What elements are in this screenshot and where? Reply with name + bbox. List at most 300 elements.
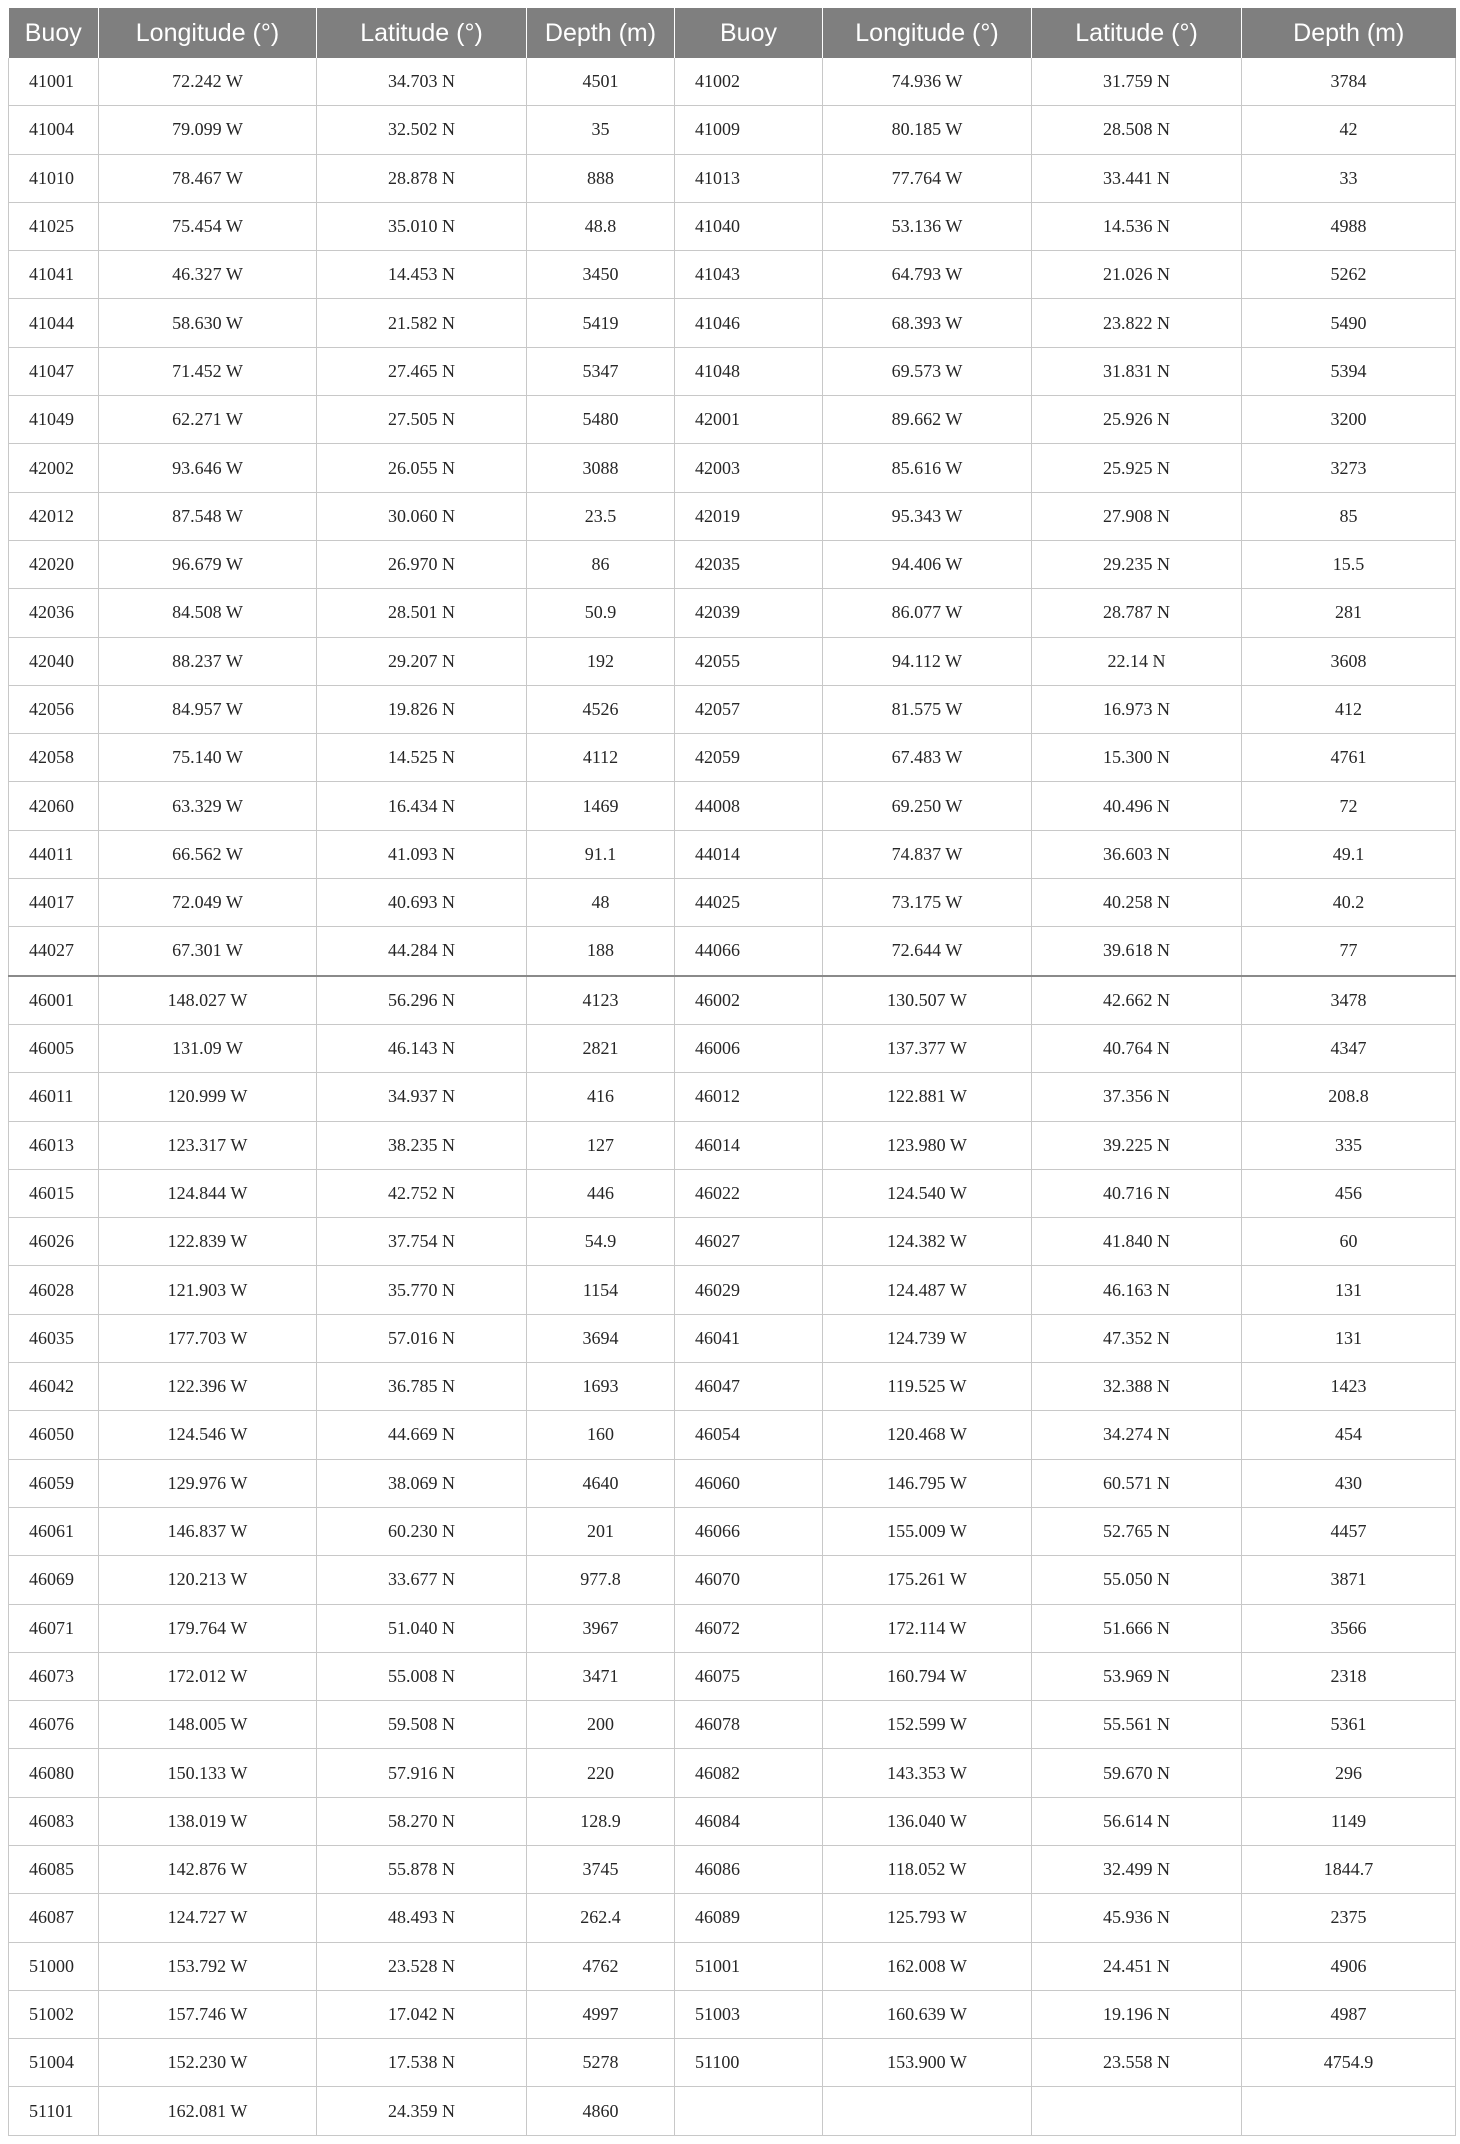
table-row [9,251,1456,299]
longitude-cell: 175.261 W [823,1556,1032,1604]
buoy-id-cell: 46002 [675,976,823,1025]
longitude-cell: 88.237 W [99,637,317,685]
latitude-cell: 38.235 N [317,1121,527,1169]
longitude-cell: 131.09 W [99,1024,317,1072]
depth-cell: 3450 [527,251,675,299]
latitude-cell: 42.662 N [1032,976,1242,1025]
depth-cell: 85 [1242,492,1456,540]
buoy-id-cell: 42060 [9,782,99,830]
longitude-cell: 75.454 W [99,202,317,250]
table-row [9,154,1456,202]
depth-cell: 1469 [527,782,675,830]
latitude-cell: 41.093 N [317,830,527,878]
buoy-id-cell: 46089 [675,1894,823,1942]
latitude-cell: 41.840 N [1032,1218,1242,1266]
latitude-cell: 17.538 N [317,2039,527,2087]
longitude-cell: 177.703 W [99,1314,317,1362]
table-row [9,830,1456,878]
depth-cell: 2375 [1242,1894,1456,1942]
latitude-cell: 19.196 N [1032,1990,1242,2038]
table-row [9,1314,1456,1362]
longitude-cell: 94.112 W [823,637,1032,685]
longitude-cell: 160.639 W [823,1990,1032,2038]
longitude-cell: 72.049 W [99,879,317,927]
buoy-id-cell: 46085 [9,1845,99,1893]
buoy-id-cell: 46027 [675,1218,823,1266]
table-row [9,1604,1456,1652]
buoy-id-cell: 46026 [9,1218,99,1266]
buoy-id-cell: 46083 [9,1797,99,1845]
table-row [9,1556,1456,1604]
depth-cell: 3273 [1242,444,1456,492]
depth-cell: 262.4 [527,1894,675,1942]
depth-cell: 4123 [527,976,675,1025]
longitude-cell: 58.630 W [99,299,317,347]
depth-cell: 888 [527,154,675,202]
latitude-cell: 31.759 N [1032,58,1242,106]
table-row [9,2039,1456,2087]
buoy-id-cell: 46054 [675,1411,823,1459]
longitude-cell: 96.679 W [99,540,317,588]
longitude-cell: 74.837 W [823,830,1032,878]
longitude-cell: 157.746 W [99,1990,317,2038]
depth-cell: 77 [1242,927,1456,976]
depth-cell: 4501 [527,58,675,106]
buoy-id-cell: 42055 [675,637,823,685]
latitude-cell: 26.055 N [317,444,527,492]
depth-cell: 48 [527,879,675,927]
buoy-id-cell: 42057 [675,685,823,733]
column-header: Buoy [9,8,99,58]
latitude-cell: 46.143 N [317,1024,527,1072]
table-row [9,1701,1456,1749]
longitude-cell: 62.271 W [99,396,317,444]
column-header: Buoy [675,8,823,58]
buoy-id-cell: 44011 [9,830,99,878]
longitude-cell: 71.452 W [99,347,317,395]
buoy-id-cell: 46087 [9,1894,99,1942]
latitude-cell: 55.008 N [317,1652,527,1700]
longitude-cell: 68.393 W [823,299,1032,347]
longitude-cell: 129.976 W [99,1459,317,1507]
buoy-id-cell: 46060 [675,1459,823,1507]
buoy-id-cell: 46029 [675,1266,823,1314]
buoy-id-cell: 51004 [9,2039,99,2087]
buoy-id-cell: 46072 [675,1604,823,1652]
longitude-cell: 87.548 W [99,492,317,540]
longitude-cell: 138.019 W [99,1797,317,1845]
table-row [9,976,1456,1025]
depth-cell: 3608 [1242,637,1456,685]
latitude-cell: 40.496 N [1032,782,1242,830]
buoy-id-cell: 42012 [9,492,99,540]
column-header: Depth (m) [1242,8,1456,58]
latitude-cell: 44.284 N [317,927,527,976]
longitude-cell: 84.508 W [99,589,317,637]
depth-cell: 5419 [527,299,675,347]
table-row [9,927,1456,976]
buoy-id-cell: 42001 [675,396,823,444]
depth-cell: 127 [527,1121,675,1169]
longitude-cell: 152.230 W [99,2039,317,2087]
depth-cell: 40.2 [1242,879,1456,927]
latitude-cell: 40.693 N [317,879,527,927]
buoy-id-cell: 41049 [9,396,99,444]
latitude-cell: 39.618 N [1032,927,1242,976]
latitude-cell: 57.916 N [317,1749,527,1797]
depth-cell: 3566 [1242,1604,1456,1652]
latitude-cell: 29.235 N [1032,540,1242,588]
table-row [9,299,1456,347]
latitude-cell: 51.666 N [1032,1604,1242,1652]
latitude-cell: 24.359 N [317,2087,527,2135]
latitude-cell: 28.501 N [317,589,527,637]
table-row [9,540,1456,588]
latitude-cell: 38.069 N [317,1459,527,1507]
longitude-cell: 120.468 W [823,1411,1032,1459]
longitude-cell: 137.377 W [823,1024,1032,1072]
longitude-cell: 77.764 W [823,154,1032,202]
longitude-cell: 75.140 W [99,734,317,782]
latitude-cell: 52.765 N [1032,1507,1242,1555]
latitude-cell: 24.451 N [1032,1942,1242,1990]
longitude-cell: 67.483 W [823,734,1032,782]
depth-cell: 5278 [527,2039,675,2087]
buoy-id-cell: 44014 [675,830,823,878]
depth-cell: 3471 [527,1652,675,1700]
latitude-cell: 40.764 N [1032,1024,1242,1072]
buoy-id-cell: 46011 [9,1073,99,1121]
table-row [9,1749,1456,1797]
longitude-cell: 93.646 W [99,444,317,492]
longitude-cell: 130.507 W [823,976,1032,1025]
table-row [9,444,1456,492]
longitude-cell: 142.876 W [99,1845,317,1893]
buoy-id-cell: 42036 [9,589,99,637]
table-row [9,58,1456,106]
buoy-id-cell: 44017 [9,879,99,927]
latitude-cell: 35.010 N [317,202,527,250]
latitude-cell: 40.258 N [1032,879,1242,927]
longitude-cell: 64.793 W [823,251,1032,299]
table-row [9,347,1456,395]
depth-cell: 86 [527,540,675,588]
longitude-cell: 124.739 W [823,1314,1032,1362]
buoy-id-cell: 41001 [9,58,99,106]
depth-cell: 3784 [1242,58,1456,106]
table-row [9,1363,1456,1411]
longitude-cell: 146.795 W [823,1459,1032,1507]
longitude-cell: 172.114 W [823,1604,1032,1652]
depth-cell: 23.5 [527,492,675,540]
depth-cell: 201 [527,1507,675,1555]
table-row [9,637,1456,685]
buoy-id-cell: 46013 [9,1121,99,1169]
buoy-id-cell: 46012 [675,1073,823,1121]
depth-cell: 3200 [1242,396,1456,444]
buoy-id-cell: 41004 [9,106,99,154]
latitude-cell: 34.703 N [317,58,527,106]
longitude-cell: 172.012 W [99,1652,317,1700]
table-row [9,589,1456,637]
buoy-id-cell: 46005 [9,1024,99,1072]
buoy-id-cell: 42020 [9,540,99,588]
table-row [9,202,1456,250]
buoy-id-cell: 46015 [9,1169,99,1217]
table-row [9,1218,1456,1266]
depth-cell: 4762 [527,1942,675,1990]
buoy-id-cell: 41041 [9,251,99,299]
buoy-id-cell: 46059 [9,1459,99,1507]
longitude-cell: 124.382 W [823,1218,1032,1266]
latitude-cell: 47.352 N [1032,1314,1242,1362]
table-row [9,492,1456,540]
latitude-cell: 60.230 N [317,1507,527,1555]
longitude-cell: 89.662 W [823,396,1032,444]
latitude-cell: 27.505 N [317,396,527,444]
buoy-id-cell: 41048 [675,347,823,395]
latitude-cell: 25.925 N [1032,444,1242,492]
depth-cell: 4640 [527,1459,675,1507]
depth-cell: 446 [527,1169,675,1217]
longitude-cell: 122.396 W [99,1363,317,1411]
buoy-id-cell: 51002 [9,1990,99,2038]
buoy-id-cell: 46028 [9,1266,99,1314]
depth-cell: 208.8 [1242,1073,1456,1121]
buoy-id-cell: 46070 [675,1556,823,1604]
column-header: Depth (m) [527,8,675,58]
column-header: Latitude (°) [317,8,527,58]
longitude-cell: 73.175 W [823,879,1032,927]
table-row [9,1942,1456,1990]
longitude-cell: 69.573 W [823,347,1032,395]
depth-cell: 3871 [1242,1556,1456,1604]
table-row [9,1024,1456,1072]
longitude-cell: 63.329 W [99,782,317,830]
table-row [9,685,1456,733]
depth-cell: 4754.9 [1242,2039,1456,2087]
depth-cell: 50.9 [527,589,675,637]
longitude-cell: 179.764 W [99,1604,317,1652]
depth-cell: 15.5 [1242,540,1456,588]
table-row [9,734,1456,782]
latitude-cell: 22.14 N [1032,637,1242,685]
depth-cell: 54.9 [527,1218,675,1266]
longitude-cell: 80.185 W [823,106,1032,154]
latitude-cell: 59.670 N [1032,1749,1242,1797]
latitude-cell: 39.225 N [1032,1121,1242,1169]
latitude-cell: 55.561 N [1032,1701,1242,1749]
buoy-id-cell: 46001 [9,976,99,1025]
buoy-id-cell: 42035 [675,540,823,588]
latitude-cell: 42.752 N [317,1169,527,1217]
table-row [9,2087,1456,2135]
depth-cell: 296 [1242,1749,1456,1797]
latitude-cell: 55.878 N [317,1845,527,1893]
buoy-id-cell: 46069 [9,1556,99,1604]
table-row [9,1266,1456,1314]
latitude-cell: 34.937 N [317,1073,527,1121]
depth-cell: 131 [1242,1266,1456,1314]
buoy-id-cell: 46014 [675,1121,823,1169]
latitude-cell: 26.970 N [317,540,527,588]
longitude-cell: 79.099 W [99,106,317,154]
depth-cell: 4347 [1242,1024,1456,1072]
depth-cell: 4987 [1242,1990,1456,2038]
table-row [9,1121,1456,1169]
depth-cell: 160 [527,1411,675,1459]
table-row [9,1797,1456,1845]
buoy-id-cell: 41009 [675,106,823,154]
longitude-cell: 72.644 W [823,927,1032,976]
latitude-cell: 27.465 N [317,347,527,395]
longitude-cell: 123.980 W [823,1121,1032,1169]
depth-cell: 4761 [1242,734,1456,782]
longitude-cell: 122.881 W [823,1073,1032,1121]
latitude-cell: 29.207 N [317,637,527,685]
depth-cell: 42 [1242,106,1456,154]
latitude-cell: 45.936 N [1032,1894,1242,1942]
buoy-id-cell: 41013 [675,154,823,202]
latitude-cell: 19.826 N [317,685,527,733]
longitude-cell: 153.792 W [99,1942,317,1990]
depth-cell: 3694 [527,1314,675,1362]
buoy-id-cell: 41002 [675,58,823,106]
depth-cell: 49.1 [1242,830,1456,878]
buoy-id-cell: 41044 [9,299,99,347]
depth-cell: 128.9 [527,1797,675,1845]
longitude-cell: 72.242 W [99,58,317,106]
buoy-id-cell: 42002 [9,444,99,492]
depth-cell: 412 [1242,685,1456,733]
latitude-cell: 33.441 N [1032,154,1242,202]
latitude-cell: 36.785 N [317,1363,527,1411]
latitude-cell: 23.558 N [1032,2039,1242,2087]
depth-cell: 416 [527,1073,675,1121]
depth-cell: 220 [527,1749,675,1797]
buoy-id-cell: 46022 [675,1169,823,1217]
latitude-cell: 32.388 N [1032,1363,1242,1411]
latitude-cell: 32.499 N [1032,1845,1242,1893]
longitude-cell: 148.005 W [99,1701,317,1749]
longitude-cell: 124.844 W [99,1169,317,1217]
longitude-cell: 118.052 W [823,1845,1032,1893]
table-row [9,1894,1456,1942]
column-header: Longitude (°) [823,8,1032,58]
depth-cell: 5394 [1242,347,1456,395]
latitude-cell: 14.536 N [1032,202,1242,250]
depth-cell: 1693 [527,1363,675,1411]
latitude-cell: 21.026 N [1032,251,1242,299]
buoy-id-cell: 46071 [9,1604,99,1652]
longitude-cell: 136.040 W [823,1797,1032,1845]
table-body [9,58,1456,2135]
buoy-id-cell: 41040 [675,202,823,250]
buoy-id-cell: 46047 [675,1363,823,1411]
latitude-cell: 58.270 N [317,1797,527,1845]
buoy-id-cell: 46042 [9,1363,99,1411]
depth-cell [1242,2087,1456,2135]
depth-cell: 5361 [1242,1701,1456,1749]
depth-cell: 454 [1242,1411,1456,1459]
depth-cell: 72 [1242,782,1456,830]
depth-cell: 4988 [1242,202,1456,250]
longitude-cell: 81.575 W [823,685,1032,733]
longitude-cell: 53.136 W [823,202,1032,250]
depth-cell: 1154 [527,1266,675,1314]
longitude-cell: 94.406 W [823,540,1032,588]
depth-cell: 35 [527,106,675,154]
depth-cell: 60 [1242,1218,1456,1266]
buoy-id-cell: 41010 [9,154,99,202]
buoy-id-cell: 46041 [675,1314,823,1362]
buoy-id-cell: 42058 [9,734,99,782]
depth-cell: 192 [527,637,675,685]
buoy-id-cell: 44025 [675,879,823,927]
latitude-cell: 53.969 N [1032,1652,1242,1700]
depth-cell: 3745 [527,1845,675,1893]
latitude-cell: 35.770 N [317,1266,527,1314]
longitude-cell: 123.317 W [99,1121,317,1169]
table-row [9,1845,1456,1893]
longitude-cell: 152.599 W [823,1701,1032,1749]
column-header: Longitude (°) [99,8,317,58]
latitude-cell: 48.493 N [317,1894,527,1942]
buoy-table [8,8,1456,2136]
buoy-id-cell: 46066 [675,1507,823,1555]
depth-cell: 2318 [1242,1652,1456,1700]
latitude-cell: 44.669 N [317,1411,527,1459]
longitude-cell: 143.353 W [823,1749,1032,1797]
table-row [9,1652,1456,1700]
table-row [9,1411,1456,1459]
latitude-cell: 55.050 N [1032,1556,1242,1604]
latitude-cell: 16.434 N [317,782,527,830]
depth-cell: 4457 [1242,1507,1456,1555]
latitude-cell: 28.878 N [317,154,527,202]
longitude-cell: 119.525 W [823,1363,1032,1411]
longitude-cell: 150.133 W [99,1749,317,1797]
buoy-id-cell: 51101 [9,2087,99,2135]
buoy-id-cell: 46076 [9,1701,99,1749]
longitude-cell: 122.839 W [99,1218,317,1266]
buoy-id-cell: 44066 [675,927,823,976]
latitude-cell: 28.508 N [1032,106,1242,154]
longitude-cell: 124.727 W [99,1894,317,1942]
buoy-id-cell: 41047 [9,347,99,395]
depth-cell: 456 [1242,1169,1456,1217]
depth-cell: 48.8 [527,202,675,250]
buoy-id-cell: 41025 [9,202,99,250]
buoy-id-cell: 46080 [9,1749,99,1797]
longitude-cell: 120.213 W [99,1556,317,1604]
column-header: Latitude (°) [1032,8,1242,58]
buoy-id-cell: 46086 [675,1845,823,1893]
table-row [9,1073,1456,1121]
buoy-id-cell: 41043 [675,251,823,299]
depth-cell: 3478 [1242,976,1456,1025]
longitude-cell: 124.546 W [99,1411,317,1459]
latitude-cell: 14.453 N [317,251,527,299]
latitude-cell: 28.787 N [1032,589,1242,637]
latitude-cell: 17.042 N [317,1990,527,2038]
latitude-cell: 46.163 N [1032,1266,1242,1314]
longitude-cell: 162.081 W [99,2087,317,2135]
buoy-id-cell: 46078 [675,1701,823,1749]
depth-cell: 2821 [527,1024,675,1072]
buoy-id-cell: 42040 [9,637,99,685]
longitude-cell: 125.793 W [823,1894,1032,1942]
